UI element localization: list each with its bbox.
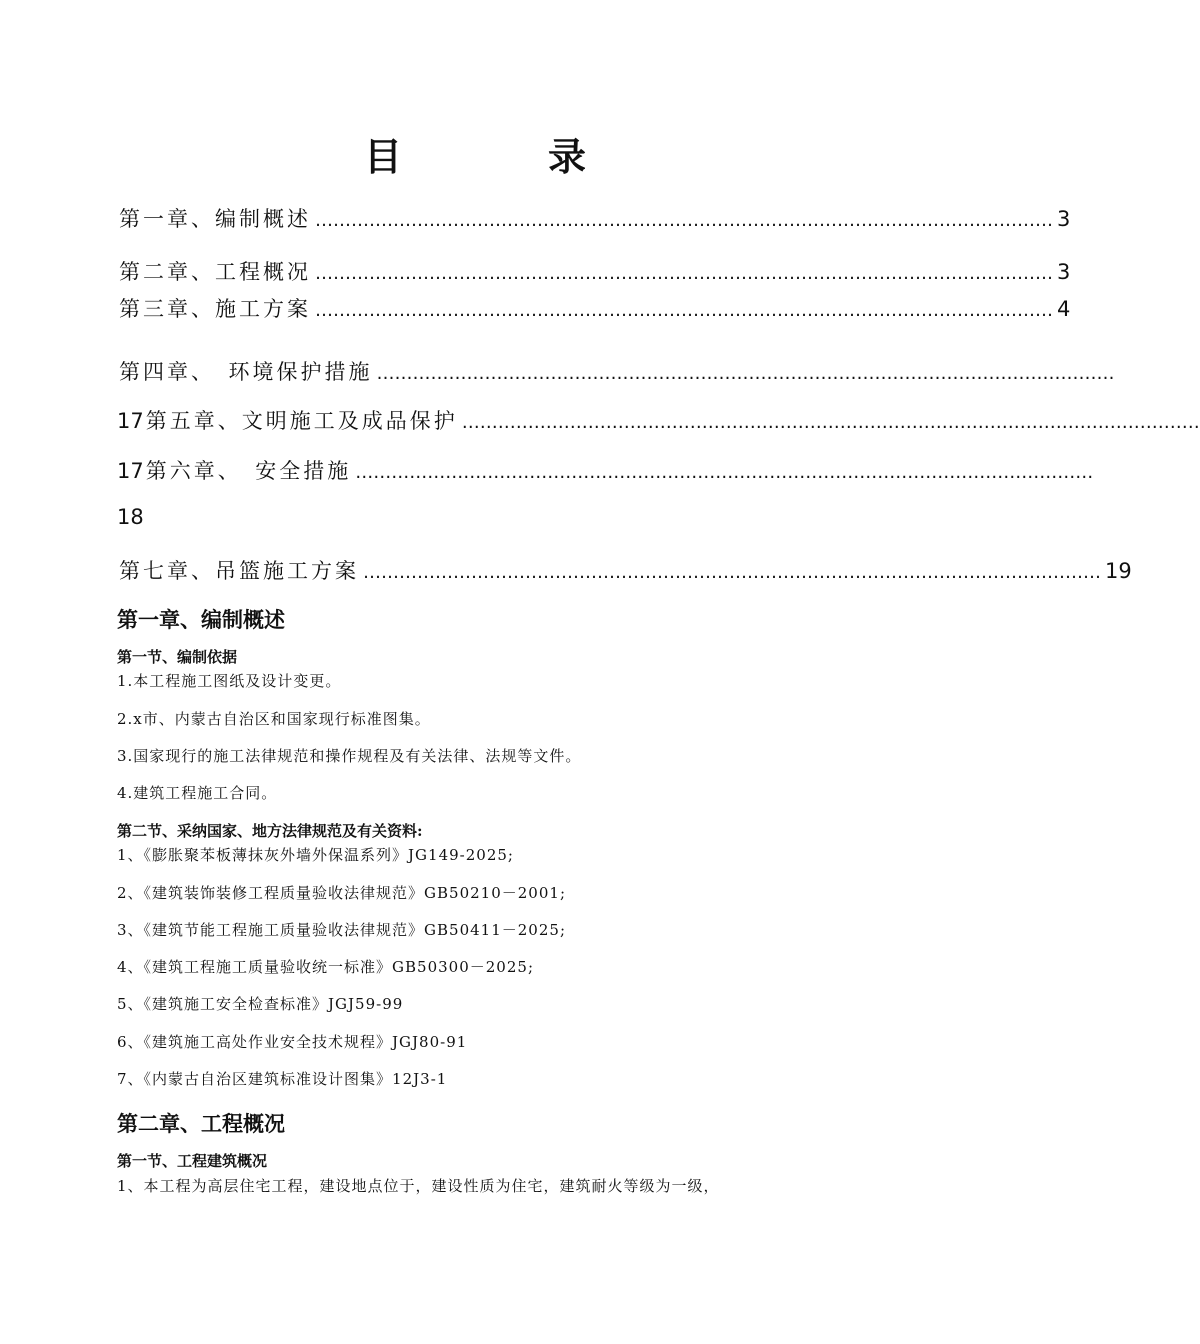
toc-entry-label: 第六章、 安全措施 (145, 459, 352, 483)
toc-title: 目 录 (363, 134, 640, 179)
toc-entry-prefix: 17 (117, 409, 144, 433)
toc-leader: …………………………………………………………………………………………………………… (363, 562, 1101, 583)
toc-entry-prefix: 17 (117, 459, 144, 483)
toc-entry[interactable] (117, 405, 1200, 435)
toc-entry-page: 4 (1057, 297, 1071, 321)
toc-leader: …………………………………………………………………………………………………………… (315, 300, 1053, 321)
toc-entry-page: 3 (1057, 260, 1071, 284)
list-item: 5、《建筑施工安全检查标准》JGJ59-99 (117, 995, 404, 1013)
toc-entry-page: 19 (1105, 559, 1132, 583)
chapter-heading: 第二章、工程概况 (117, 1111, 285, 1136)
section-heading: 第一节、工程建筑概况 (117, 1152, 268, 1170)
list-item: 3、《建筑节能工程施工质量验收法律规范》GB50411－2025; (117, 921, 566, 939)
toc-entry[interactable] (117, 203, 1071, 233)
toc-entry-label: 第五章、文明施工及成品保护 (145, 409, 458, 433)
toc-entry-label: 第二章、工程概况 (119, 260, 311, 284)
toc-entry-label: 第七章、吊篮施工方案 (119, 559, 359, 583)
list-item: 1.本工程施工图纸及设计变更。 (117, 672, 342, 690)
list-item: 2.x市、内蒙古自治区和国家现行标准图集。 (117, 710, 431, 728)
list-item: 2、《建筑装饰装修工程质量验收法律规范》GB50210－2001; (117, 884, 566, 902)
toc-entry[interactable] (117, 356, 1115, 386)
toc-entry-label: 第四章、 环境保护措施 (119, 360, 373, 384)
toc-leader: …………………………………………………………………………………………………………… (355, 462, 1094, 483)
list-item: 4.建筑工程施工合同。 (117, 784, 278, 802)
list-item: 1、《膨胀聚苯板薄抹灰外墙外保温系列》JG149-2025; (117, 846, 514, 864)
toc-entry[interactable] (117, 555, 1132, 585)
toc-leader: …………………………………………………………………………………………………………… (461, 412, 1200, 433)
list-item: 6、《建筑施工高处作业安全技术规程》JGJ80-91 (117, 1033, 468, 1051)
section-heading: 第二节、采纳国家、地方法律规范及有关资料: (117, 822, 423, 840)
toc-entry[interactable] (117, 256, 1071, 286)
toc-entry-prefix: 18 (117, 505, 144, 529)
toc-leader: …………………………………………………………………………………………………………… (315, 263, 1053, 284)
toc-entry[interactable] (117, 455, 1094, 485)
list-item: 7、《内蒙古自治区建筑标准设计图集》12J3-1 (117, 1070, 448, 1088)
toc-leader: …………………………………………………………………………………………………………… (315, 210, 1053, 231)
list-item: 4、《建筑工程施工质量验收统一标准》GB50300－2025; (117, 958, 534, 976)
paragraph: 1、本工程为高层住宅工程，建设地点位于，建设性质为住宅，建筑耐火等级为一级， (117, 1177, 720, 1195)
toc-leader: …………………………………………………………………………………………………………… (376, 363, 1115, 384)
toc-entry[interactable] (117, 293, 1071, 323)
section-heading: 第一节、编制依据 (117, 648, 238, 666)
toc-entry-page: 3 (1057, 207, 1071, 231)
toc-entry-label: 第三章、施工方案 (119, 297, 311, 321)
toc-entry[interactable] (117, 505, 837, 529)
chapter-heading: 第一章、编制概述 (117, 607, 285, 632)
list-item: 3.国家现行的施工法律规范和操作规程及有关法律、法规等文件。 (117, 747, 582, 765)
toc-entry-label: 第一章、编制概述 (119, 207, 311, 231)
